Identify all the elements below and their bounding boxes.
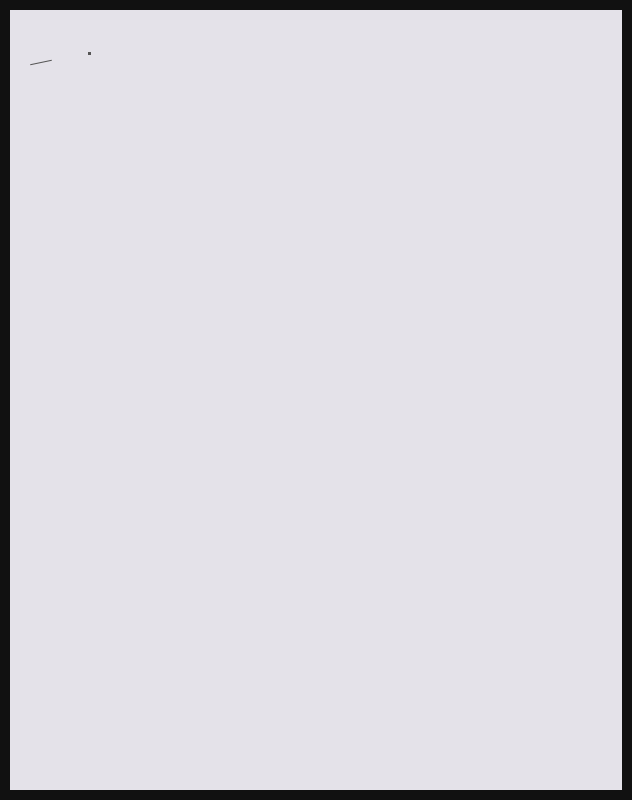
pencil-dot <box>88 52 91 55</box>
pencil-mark <box>30 60 52 66</box>
letter-page <box>10 10 622 790</box>
